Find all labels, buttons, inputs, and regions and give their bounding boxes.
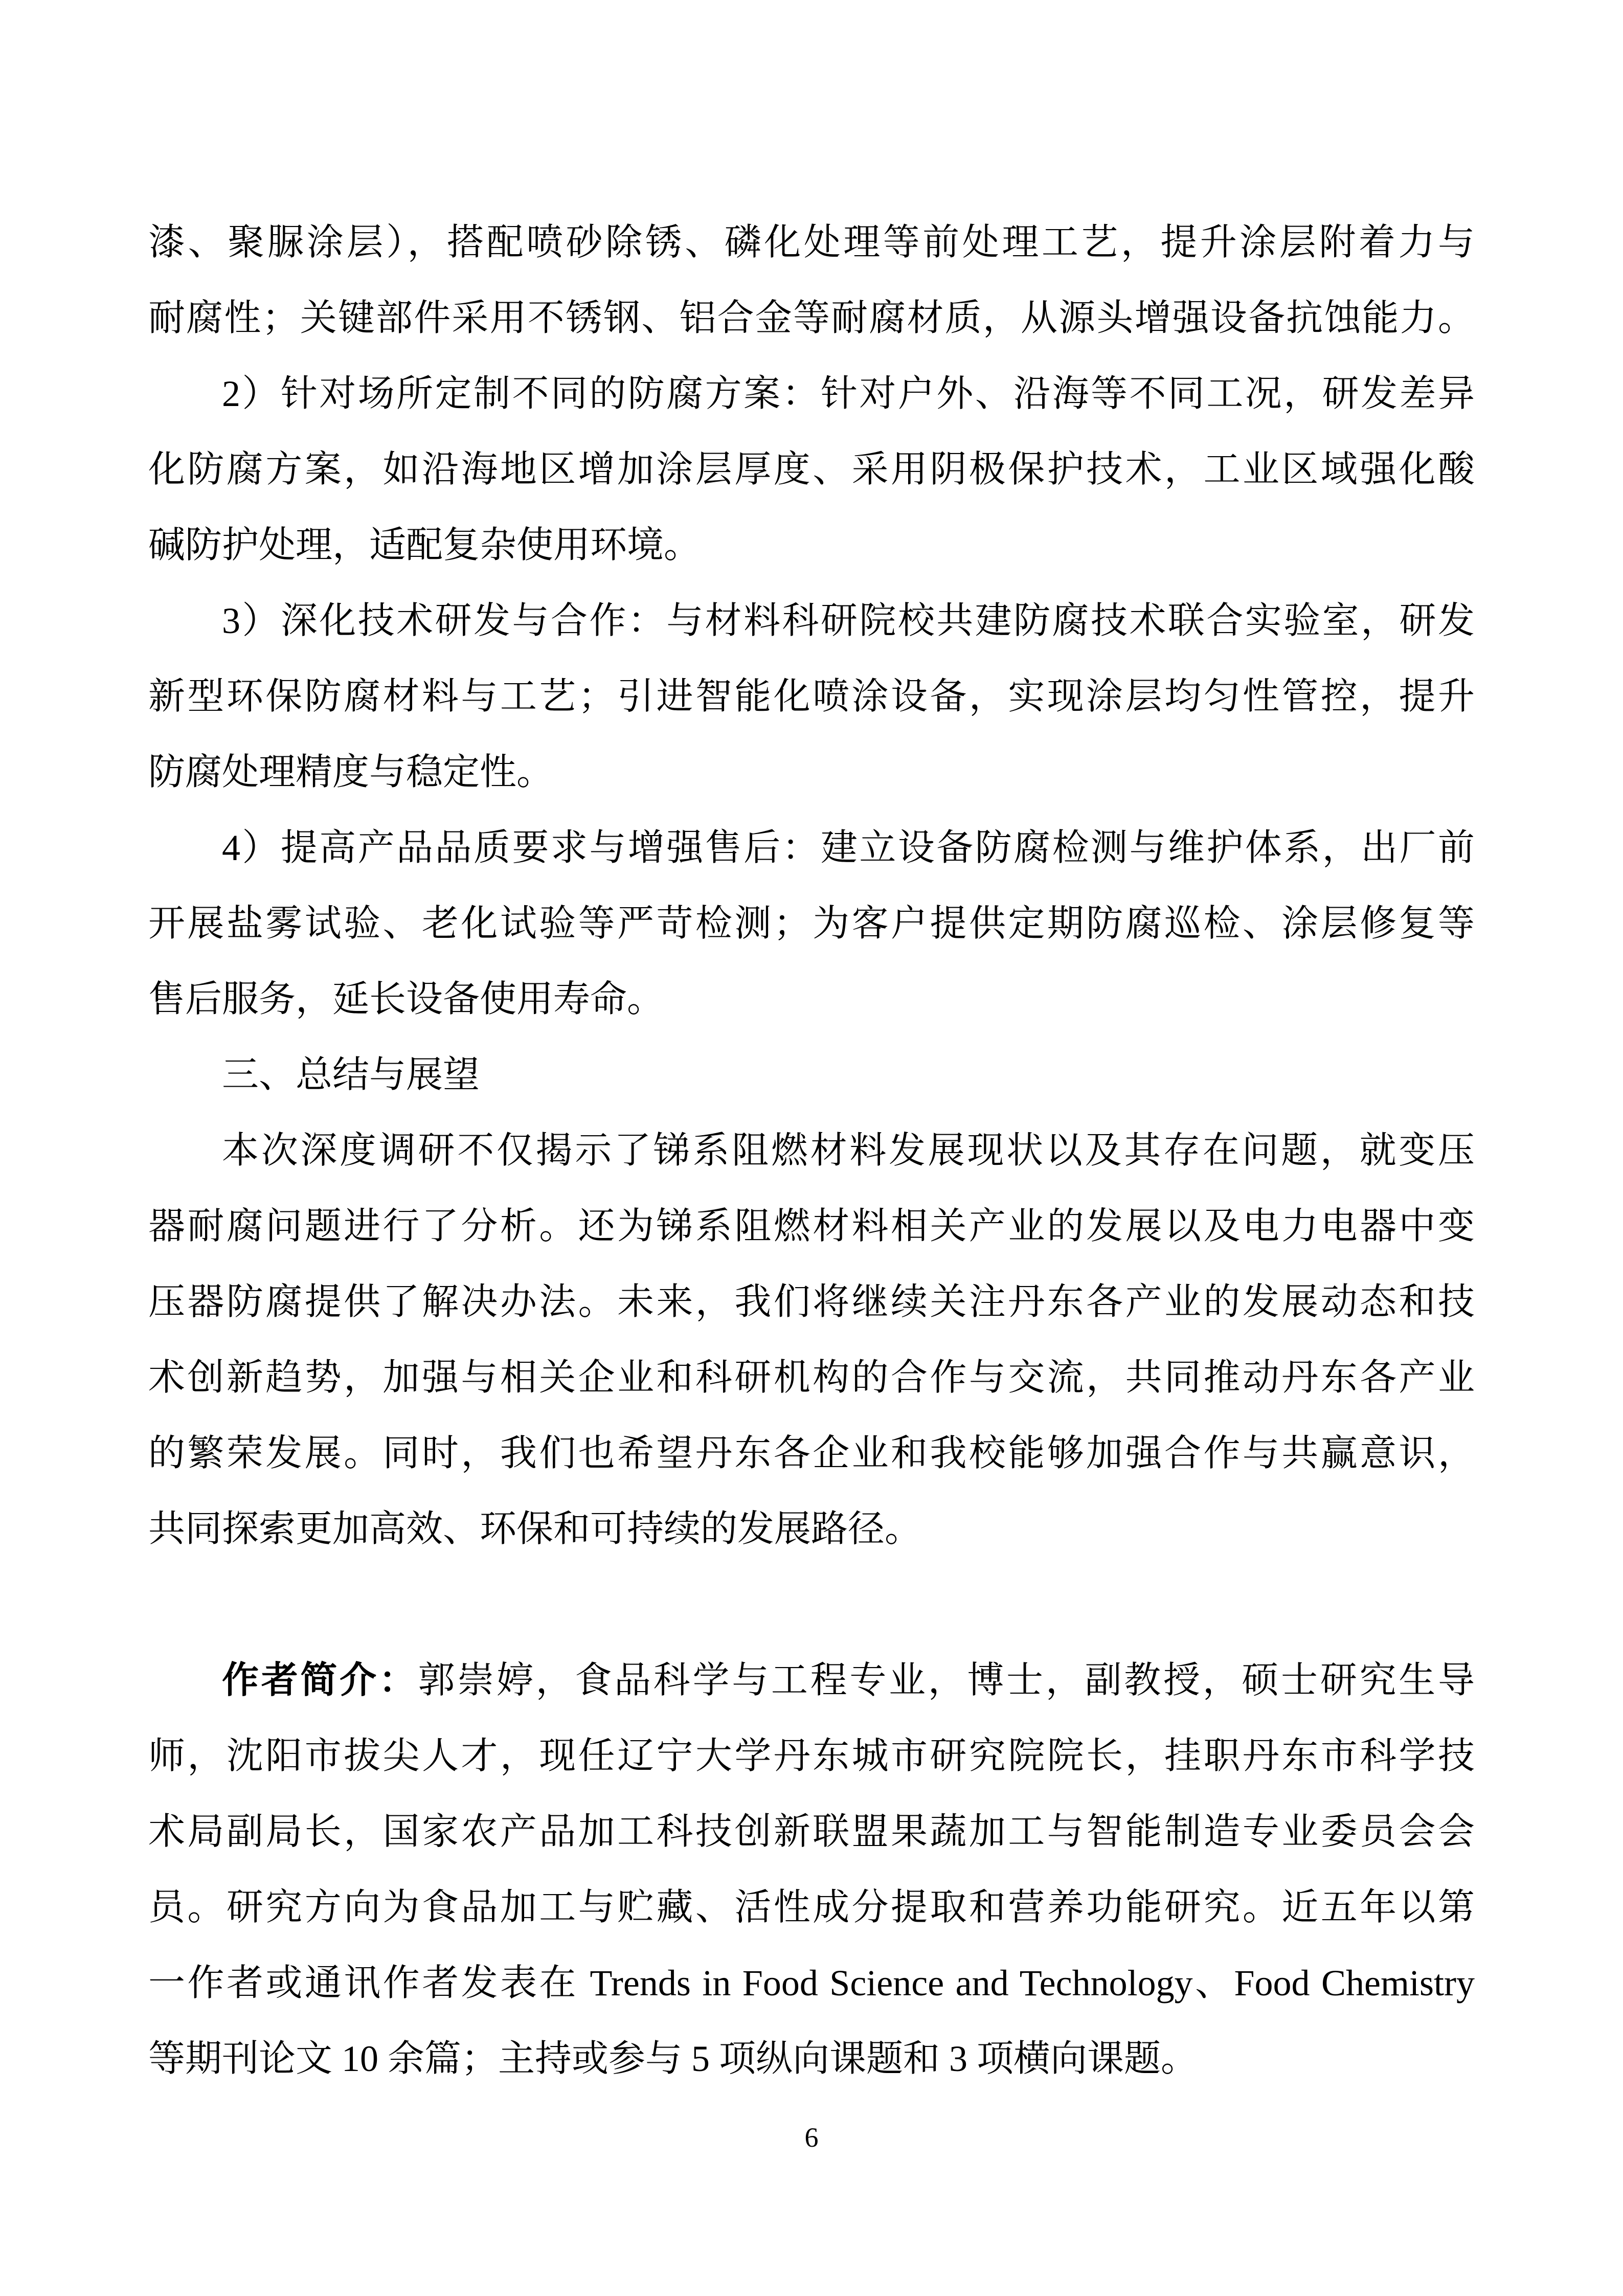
text-run: 术创新趋势，加强与相关企业和科研机构的合作与交流，共同推动丹东各产业 <box>148 1357 1475 1398</box>
text-run: 化防腐方案，如沿海地区增加涂层厚度、采用阴极保护技术，工业区域强化酸 <box>148 449 1475 490</box>
text-line <box>148 1188 1475 1264</box>
text-line <box>148 1794 1475 1870</box>
text-run: 漆、聚脲涂层），搭配喷砂除锈、磷化处理等前处理工艺，提升涂层附着力与 <box>148 222 1475 263</box>
text-run: 一作者或通讯作者发表在 Trends in Food Science and Technology、Food Chemistry <box>148 1963 1475 2004</box>
text-run: 本次深度调研不仅揭示了锑系阻燃材料发展现状以及其存在问题，就变压 <box>222 1130 1475 1171</box>
text-run: 术局副局长，国家农产品加工科技创新联盟果蔬加工与智能制造专业委员会会 <box>148 1811 1475 1852</box>
text-run: 售后服务，延长设备使用寿命。 <box>148 979 664 1020</box>
text-run: 耐腐性；关键部件采用不锈钢、铝合金等耐腐材质，从源头增强设备抗蚀能力。 <box>148 298 1475 339</box>
text-run: 4）提高产品品质要求与增强售后：建立设备防腐检测与维护体系，出厂前 <box>222 827 1475 868</box>
text-run: 师，沈阳市拔尖人才，现任辽宁大学丹东城市研究院院长，挂职丹东市科学技 <box>148 1736 1475 1776</box>
text-line <box>148 659 1475 734</box>
text-line <box>148 1037 1475 1113</box>
text-run: 郭崇婷，食品科学与工程专业，博士，副教授，硕士研究生导 <box>418 1660 1475 1701</box>
bold-text-run: 作者简介： <box>222 1660 418 1701</box>
page-number: 6 <box>804 2122 819 2153</box>
text-line <box>148 432 1475 507</box>
text-line <box>148 1945 1475 2021</box>
text-run: 新型环保防腐材料与工艺；引进智能化喷涂设备，实现涂层均匀性管控，提升 <box>148 676 1475 717</box>
text-run: 2）针对场所定制不同的防腐方案：针对户外、沿海等不同工况，研发差异 <box>222 373 1475 414</box>
text-line <box>148 1264 1475 1340</box>
text-line <box>148 507 1475 583</box>
text-line <box>148 583 1475 659</box>
text-line <box>148 1642 1475 1718</box>
text-line <box>148 1113 1475 1188</box>
text-line <box>148 961 1475 1037</box>
page-footer <box>0 2117 1623 2158</box>
text-run: 等期刊论文 10 余篇；主持或参与 5 项纵向课题和 3 项横向课题。 <box>148 2038 1198 2079</box>
text-run: 器耐腐问题进行了分析。还为锑系阻燃材料相关产业的发展以及电力电器中变 <box>148 1206 1475 1247</box>
text-run: 员。研究方向为食品加工与贮藏、活性成分提取和营养功能研究。近五年以第 <box>148 1887 1475 1928</box>
text-run: 共同探索更加高效、环保和可持续的发展路径。 <box>148 1509 922 1549</box>
text-line <box>148 1491 1475 1567</box>
text-run: 开展盐雾试验、老化试验等严苛检测；为客户提供定期防腐巡检、涂层修复等 <box>148 903 1475 944</box>
text-line <box>148 1340 1475 1415</box>
text-run: 碱防护处理，适配复杂使用环境。 <box>148 525 701 566</box>
text-line <box>148 810 1475 886</box>
text-line <box>148 1870 1475 1945</box>
text-line <box>148 734 1475 810</box>
text-run: 3）深化技术研发与合作：与材料科研院校共建防腐技术联合实验室，研发 <box>222 600 1475 641</box>
text-run: 压器防腐提供了解决办法。未来，我们将继续关注丹东各产业的发展动态和技 <box>148 1281 1475 1322</box>
text-line <box>148 205 1475 280</box>
text-line <box>148 1415 1475 1491</box>
text-run: 防腐处理精度与稳定性。 <box>148 752 554 793</box>
blank-line <box>148 1567 1475 1642</box>
text-line <box>148 280 1475 356</box>
text-line <box>148 356 1475 432</box>
text-line <box>148 1718 1475 1794</box>
text-run: 三、总结与展望 <box>222 1054 480 1095</box>
text-run: 的繁荣发展。同时，我们也希望丹东各企业和我校能够加强合作与共赢意识， <box>148 1433 1475 1474</box>
text-line <box>148 886 1475 961</box>
text-line <box>148 2021 1475 2097</box>
document-body <box>148 205 1475 2097</box>
